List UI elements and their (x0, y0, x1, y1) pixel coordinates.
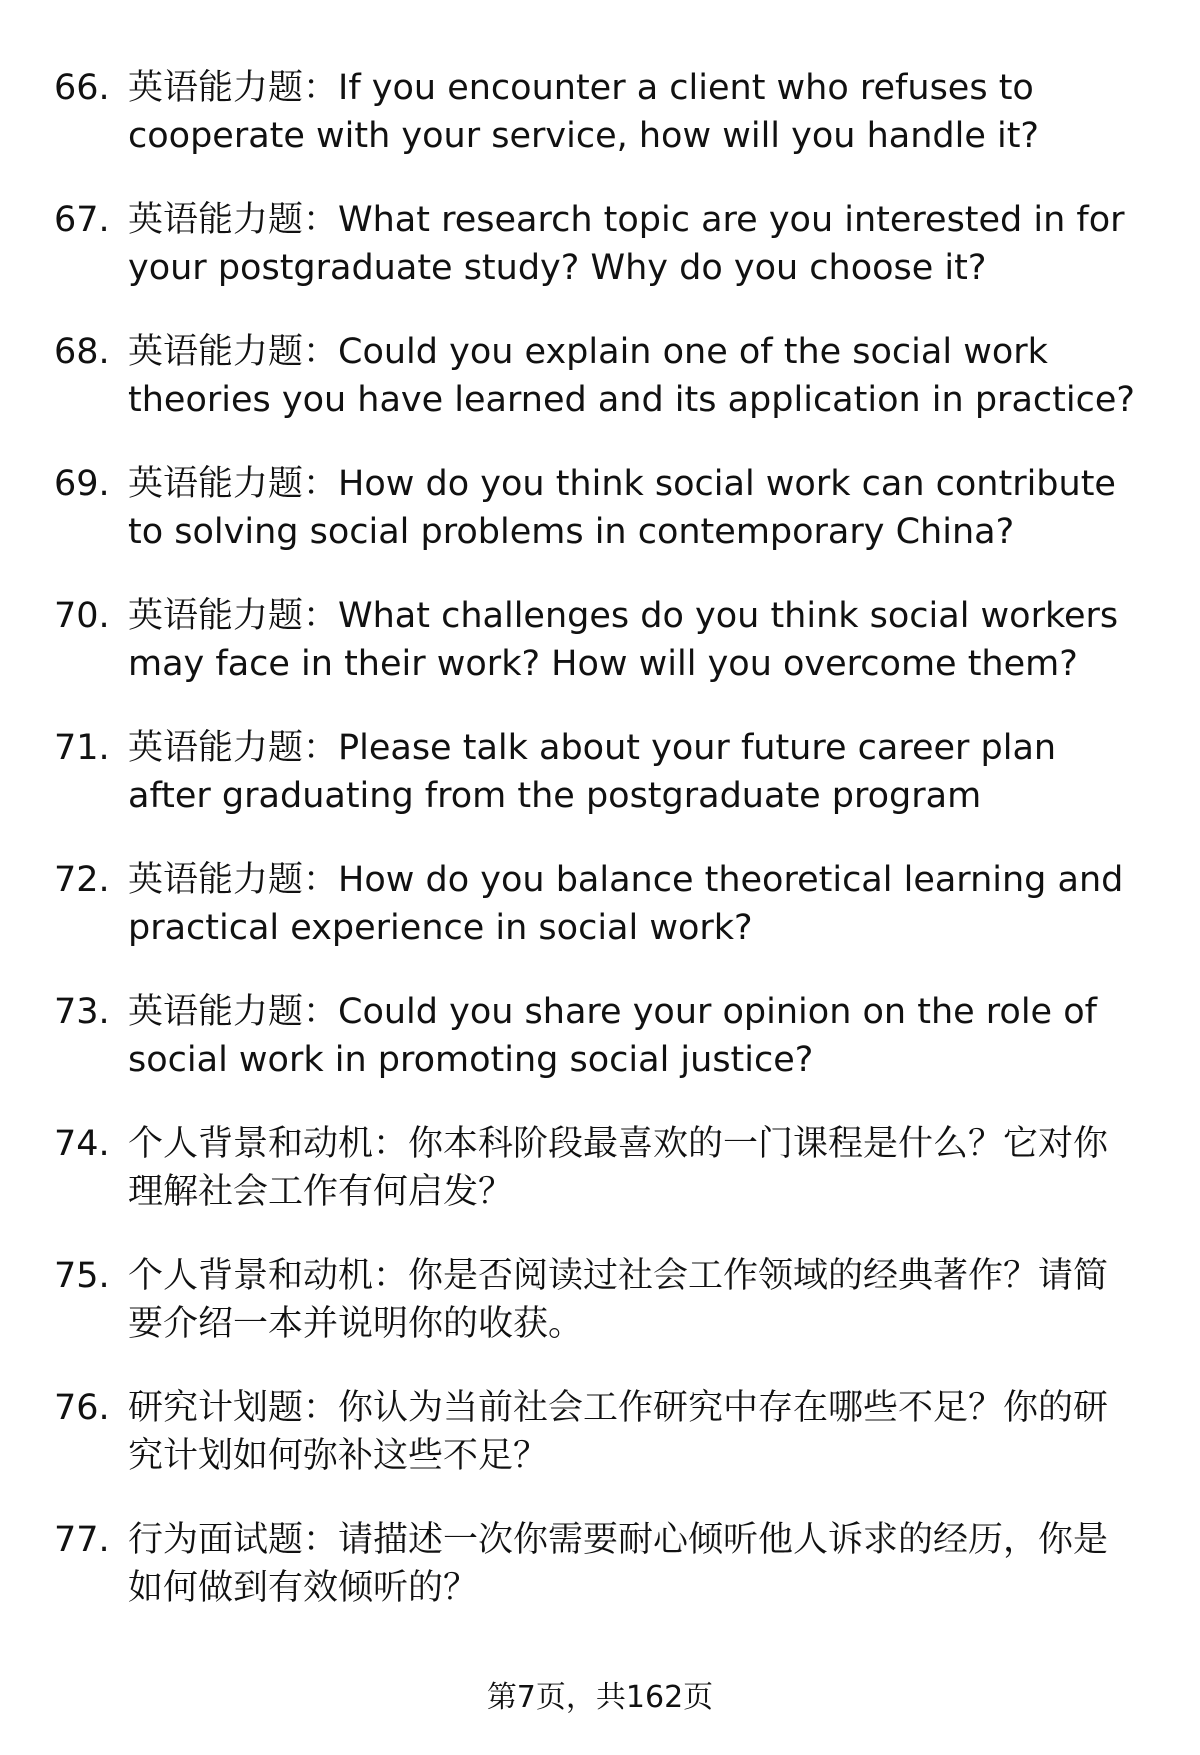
question-body: 你认为当前社会工作研究中存在哪些不足？你的研究计划如何弥补这些不足？ (128, 1388, 1109, 1476)
question-item (0, 454, 1200, 586)
question-category: 英语能力题： (128, 860, 339, 900)
question-body: What research topic are you interested in for your postgraduate study? Why do you choose it? (128, 200, 1125, 288)
question-text (128, 328, 1138, 424)
question-category: 个人背景和动机： (128, 1124, 409, 1164)
question-item (0, 586, 1200, 718)
question-number: 75. (54, 1256, 110, 1296)
question-number: 77. (54, 1520, 110, 1560)
question-text (128, 988, 1138, 1084)
question-list (0, 58, 1200, 1642)
question-body: 请描述一次你需要耐心倾听他人诉求的经历，你是如何做到有效倾听的？ (128, 1520, 1109, 1608)
question-body: What challenges do you think social workers may face in their work? How will you overcome them? (128, 596, 1119, 684)
question-category: 行为面试题： (128, 1520, 339, 1560)
question-category: 个人背景和动机： (128, 1256, 409, 1296)
question-category: 研究计划题： (128, 1388, 339, 1428)
question-body: How do you think social work can contribute to solving social problems in contemporary China? (128, 464, 1116, 552)
question-item (0, 190, 1200, 322)
question-text (128, 196, 1138, 292)
question-number: 68. (54, 332, 110, 372)
question-number: 74. (54, 1124, 110, 1164)
page-footer: 第7页，共162页 (486, 1680, 714, 1715)
question-number: 69. (54, 464, 110, 504)
question-number: 71. (54, 728, 110, 768)
question-number: 76. (54, 1388, 110, 1428)
question-item (0, 718, 1200, 850)
question-number: 72. (54, 860, 110, 900)
question-body: Could you share your opinion on the role of social work in promoting social justice? (128, 992, 1097, 1080)
question-text (128, 64, 1138, 160)
question-item (0, 982, 1200, 1114)
question-text (128, 460, 1138, 556)
question-body: How do you balance theoretical learning and practical experience in social work? (128, 860, 1124, 948)
question-category: 英语能力题： (128, 992, 339, 1032)
question-number: 73. (54, 992, 110, 1032)
question-text (128, 1120, 1138, 1216)
question-body: 你本科阶段最喜欢的一门课程是什么？它对你理解社会工作有何启发？ (128, 1124, 1109, 1212)
question-number: 67. (54, 200, 110, 240)
question-item (0, 850, 1200, 982)
question-category: 英语能力题： (128, 728, 339, 768)
question-text (128, 1516, 1138, 1612)
question-item (0, 58, 1200, 190)
question-category: 英语能力题： (128, 68, 339, 108)
question-category: 英语能力题： (128, 596, 339, 636)
question-body: If you encounter a client who refuses to cooperate with your service, how will you handle it? (128, 68, 1040, 156)
question-item (0, 1114, 1200, 1246)
question-item (0, 1510, 1200, 1642)
question-body: 你是否阅读过社会工作领域的经典著作？请简要介绍一本并说明你的收获。 (128, 1256, 1109, 1344)
question-category: 英语能力题： (128, 464, 339, 504)
question-body: Could you explain one of the social work theories you have learned and its application in practice? (128, 332, 1135, 420)
question-number: 66. (54, 68, 110, 108)
question-item (0, 1246, 1200, 1378)
question-text (128, 724, 1138, 820)
question-text (128, 856, 1138, 952)
question-text (128, 1252, 1138, 1348)
question-body: Please talk about your future career plan after graduating from the postgraduate program (128, 728, 1057, 816)
question-item (0, 322, 1200, 454)
question-text (128, 1384, 1138, 1480)
question-item (0, 1378, 1200, 1510)
question-category: 英语能力题： (128, 332, 339, 372)
question-category: 英语能力题： (128, 200, 339, 240)
question-number: 70. (54, 596, 110, 636)
question-text (128, 592, 1138, 688)
